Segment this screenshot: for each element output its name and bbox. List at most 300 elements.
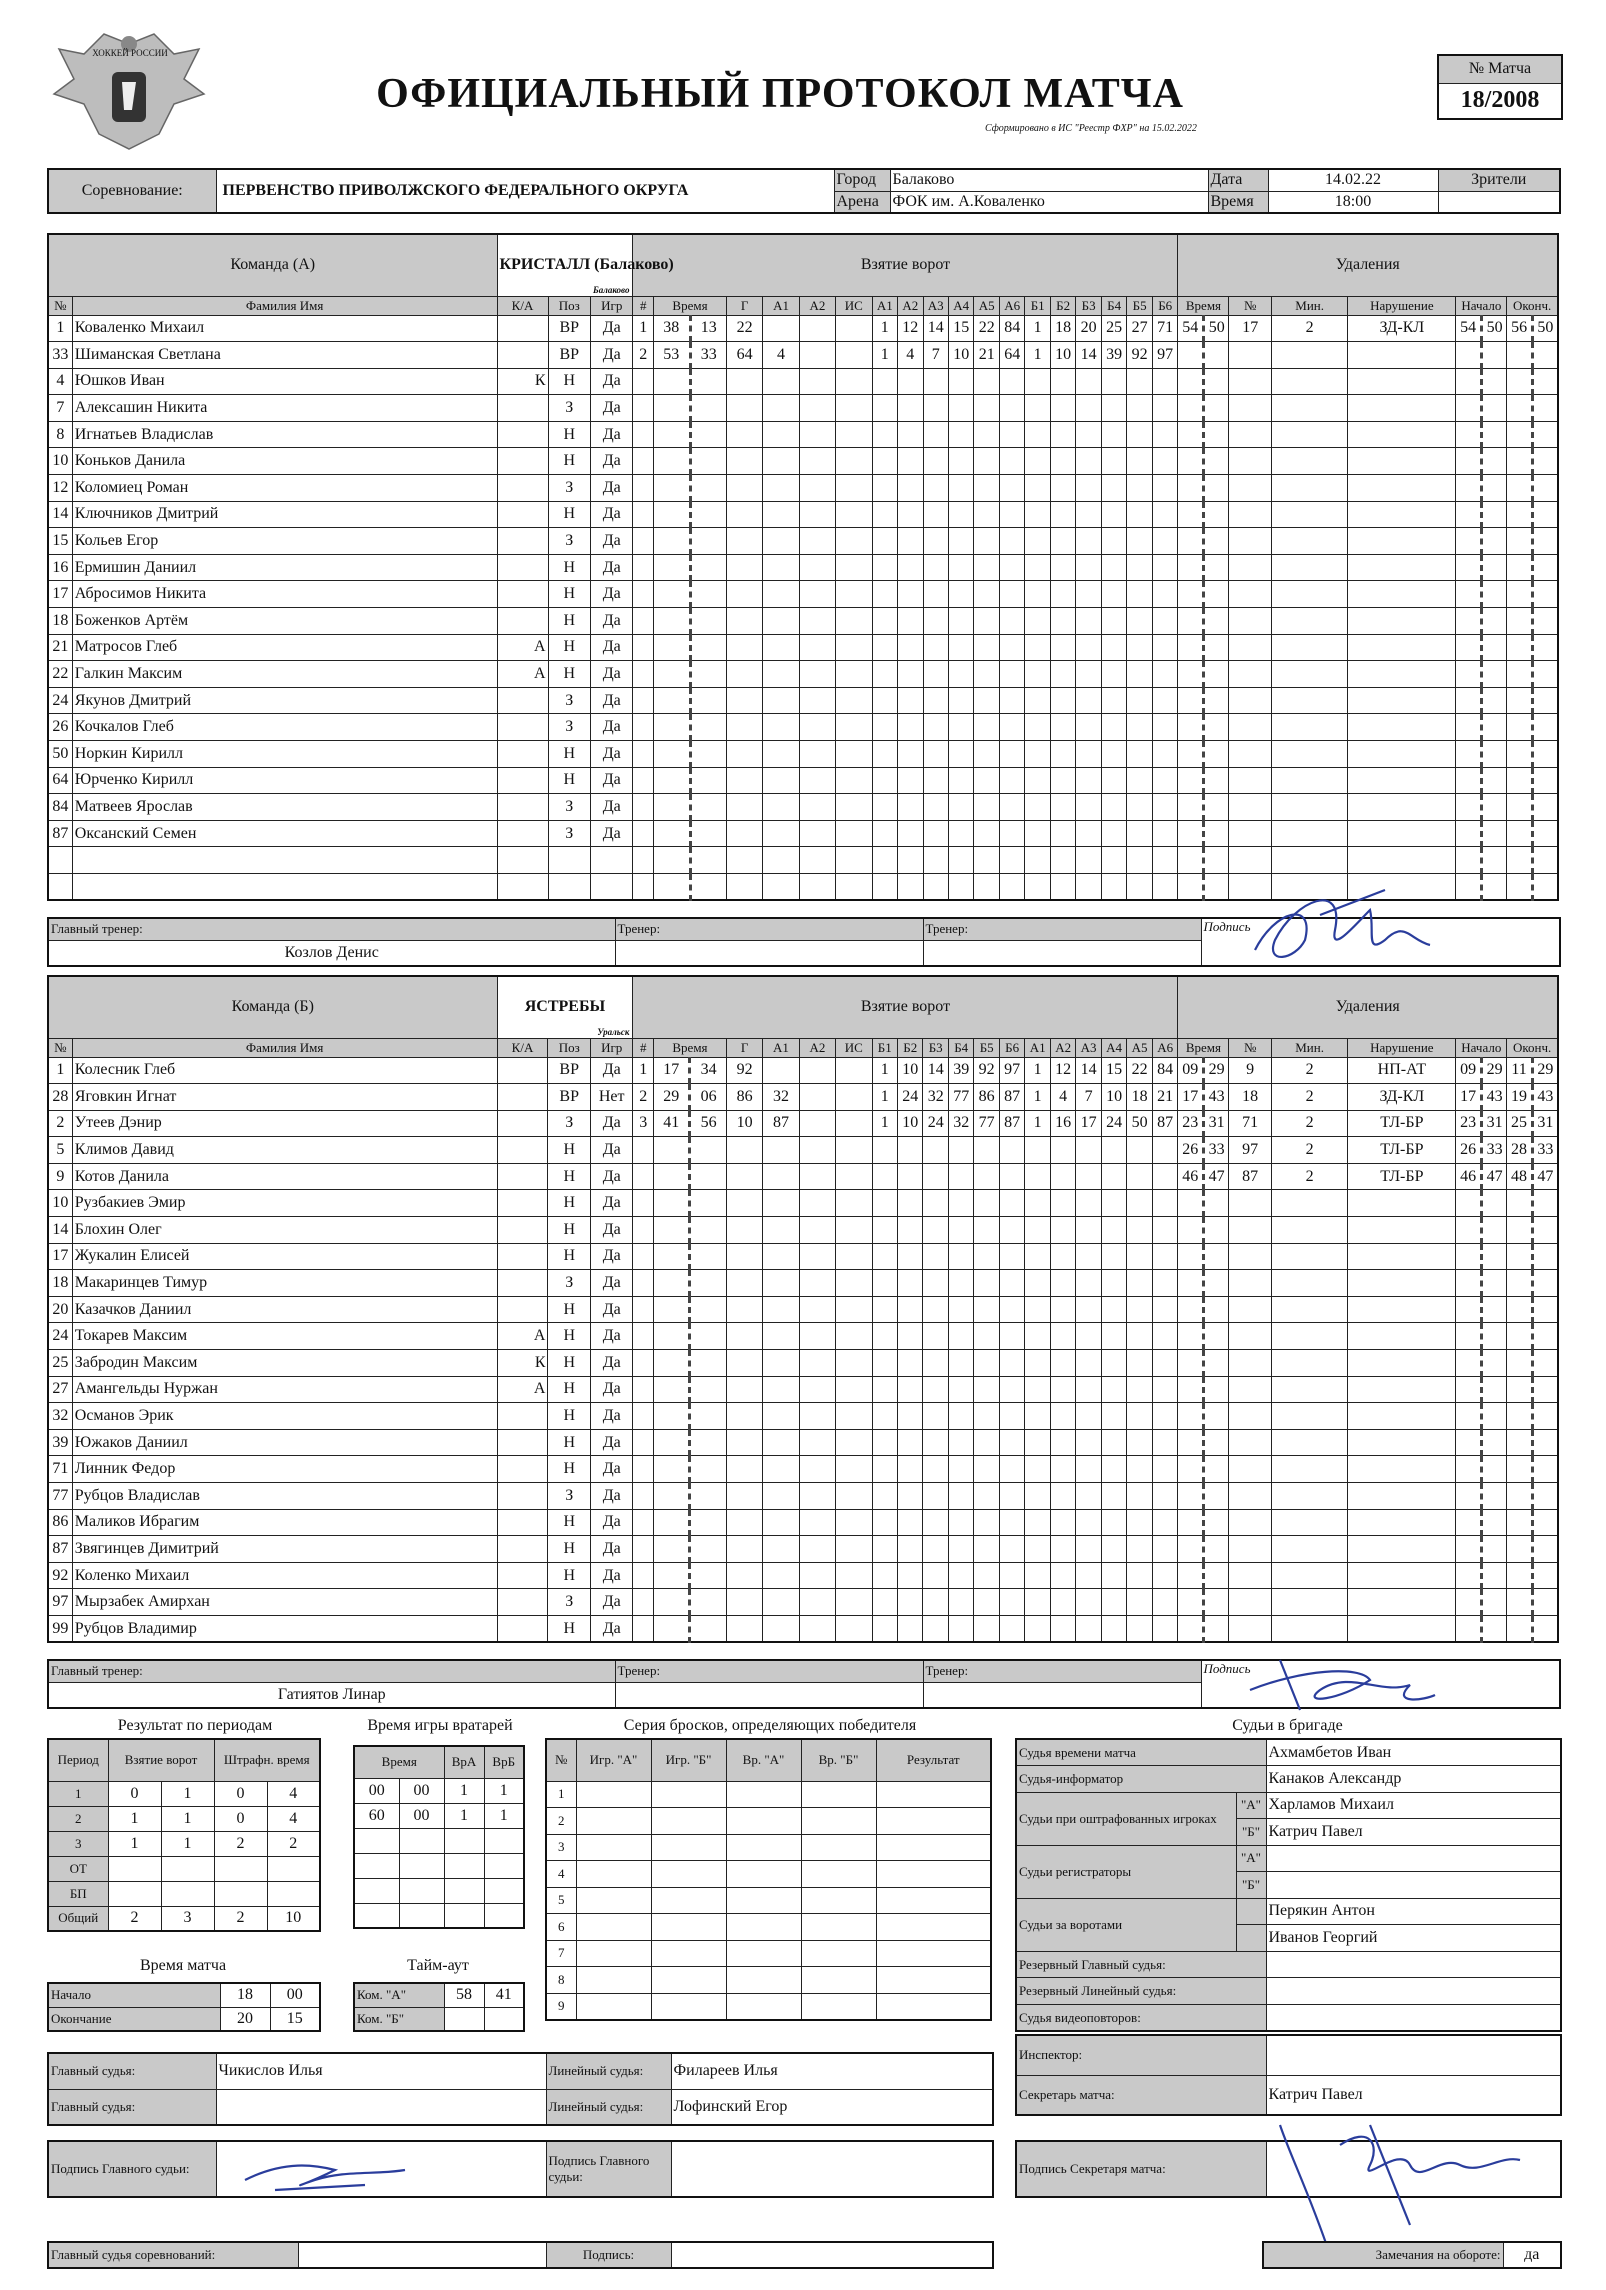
goal-g <box>726 395 762 422</box>
player-position: З <box>548 1483 590 1510</box>
goal-on-ice-2 <box>1101 1589 1126 1616</box>
goal-a2 <box>799 820 835 847</box>
team_a-hdr-pen-viol: Нарушение <box>1348 296 1456 315</box>
goal-s <box>690 1217 726 1244</box>
goal-on-ice-2 <box>1152 767 1178 794</box>
penalty-es <box>1532 847 1558 874</box>
player-number: 77 <box>48 1483 72 1510</box>
player-name: Линник Федор <box>72 1456 497 1483</box>
player-ka <box>497 1110 548 1137</box>
goal-on-ice-1 <box>872 1589 897 1616</box>
penalty-viol <box>1348 1190 1456 1217</box>
shootout-cell <box>726 1781 801 1808</box>
player-played: Да <box>590 1137 632 1164</box>
goal-on-ice-1 <box>948 395 973 422</box>
table-row <box>48 1429 1558 1456</box>
goal-on-ice-1 <box>923 1163 948 1190</box>
penalty-ss <box>1481 448 1506 475</box>
penalty-m <box>1178 1190 1203 1217</box>
goal-m: 53 <box>654 342 690 369</box>
goal-n <box>633 1137 654 1164</box>
goal-a2 <box>799 714 835 741</box>
goal-on-ice-2 <box>1101 1456 1126 1483</box>
team_b-name: ЯСТРЕБЫ <box>524 998 606 1016</box>
player-number: 15 <box>48 528 72 555</box>
goal-on-ice-1 <box>948 1217 973 1244</box>
goal-on-ice-1 <box>948 368 973 395</box>
goal-s <box>690 1615 726 1642</box>
goal-on-ice-2 <box>1127 1589 1152 1616</box>
shootout-cell <box>801 1808 876 1835</box>
goal-on-ice-2 <box>1127 1190 1152 1217</box>
periods-table <box>47 1738 321 1932</box>
goal-on-ice-2 <box>1025 767 1050 794</box>
goal-on-ice-2 <box>1101 820 1126 847</box>
penalty-ss <box>1481 1190 1506 1217</box>
goal-m <box>654 687 690 714</box>
goal-on-ice-2 <box>1050 634 1075 661</box>
penalty-m <box>1178 1536 1203 1563</box>
goal-m <box>654 741 690 768</box>
goal-g <box>726 554 762 581</box>
goal-on-ice-2 <box>1127 1456 1152 1483</box>
player-played: Да <box>590 342 633 369</box>
penalty-em <box>1507 581 1532 608</box>
penalty-viol <box>1348 448 1456 475</box>
goal-on-ice-1 <box>872 1429 897 1456</box>
goal-on-ice-1 <box>974 1296 999 1323</box>
goal-m: 41 <box>654 1110 690 1137</box>
goal-n <box>633 1270 654 1297</box>
team_b-hdr-pen-num: № <box>1229 1038 1271 1057</box>
player-position: Н <box>548 368 590 395</box>
player-ka <box>497 820 548 847</box>
goal-on-ice-2 <box>1127 554 1152 581</box>
penalty-sm <box>1456 847 1481 874</box>
goal-on-ice-2: 21 <box>1152 1084 1178 1111</box>
penalty-s <box>1203 1456 1228 1483</box>
goal-a2 <box>799 368 835 395</box>
team_a-name: КРИСТАЛЛ (Балаково) <box>499 256 674 274</box>
team-b-section <box>47 975 1559 1643</box>
player-number: 64 <box>48 767 72 794</box>
table-row <box>48 1483 1558 1510</box>
penalty-em <box>1507 714 1532 741</box>
goalie-hdr-time: Время <box>354 1746 444 1778</box>
goal-on-ice-1: 12 <box>898 315 923 342</box>
penalty-s <box>1203 368 1228 395</box>
penalty-s: 43 <box>1203 1084 1228 1111</box>
penalty-min <box>1271 1217 1347 1244</box>
shootout-cell <box>576 1781 651 1808</box>
goal-on-ice-1 <box>897 1296 922 1323</box>
goal-on-ice-2 <box>1025 1323 1050 1350</box>
penalty-em <box>1507 1429 1532 1456</box>
goal-on-ice-1 <box>948 794 973 821</box>
penalty-sm: 23 <box>1456 1110 1481 1137</box>
goal-on-ice-2: 27 <box>1127 315 1152 342</box>
goal-on-ice-2 <box>1025 1403 1050 1430</box>
city-value: Балаково <box>890 169 1208 191</box>
goal-m <box>654 714 690 741</box>
goal-on-ice-1 <box>923 1376 948 1403</box>
goal-on-ice-1 <box>999 714 1024 741</box>
player-ka <box>497 1084 548 1111</box>
period-gb: 1 <box>161 1831 214 1856</box>
penalty-m <box>1178 1589 1203 1616</box>
goal-is <box>836 1456 872 1483</box>
player-ka <box>497 1217 548 1244</box>
penalty-sm <box>1456 1217 1481 1244</box>
goal-m <box>654 1483 690 1510</box>
goal-on-ice-2 <box>1152 1403 1178 1430</box>
goal-on-ice-1 <box>974 741 999 768</box>
shootout-cell <box>651 1781 726 1808</box>
shootout-num: 7 <box>546 1940 576 1967</box>
player-number: 17 <box>48 581 72 608</box>
goal-on-ice-2 <box>1127 820 1152 847</box>
penalty-sm: 17 <box>1456 1084 1481 1111</box>
penalty-viol <box>1348 1589 1456 1616</box>
goal-on-ice-1 <box>999 554 1024 581</box>
goal-is <box>836 1323 872 1350</box>
goal-s <box>690 1562 726 1589</box>
goal-on-ice-2 <box>1050 1376 1075 1403</box>
goal-on-ice-2 <box>1025 661 1050 688</box>
penalty-m <box>1178 1483 1203 1510</box>
player-name: Ермишин Даниил <box>72 554 497 581</box>
goal-on-ice-1 <box>898 634 923 661</box>
player-position: Н <box>548 1323 590 1350</box>
penalty-ss: 31 <box>1481 1110 1506 1137</box>
penalty-em <box>1507 1243 1532 1270</box>
penalty-sm <box>1456 395 1481 422</box>
player-name: Звягинцев Димитрий <box>72 1536 497 1563</box>
team_b-hdr-played: Игр <box>590 1038 632 1057</box>
penalty-es: 43 <box>1532 1084 1558 1111</box>
penalty-em <box>1507 1217 1532 1244</box>
player-played: Да <box>590 368 633 395</box>
player-number: 99 <box>48 1615 72 1642</box>
inspector-label: Инспектор: <box>1016 2035 1266 2075</box>
period-label: ОТ <box>48 1856 108 1881</box>
team_a-hdr-pen-start: Начало <box>1456 296 1507 315</box>
penalty-num <box>1229 687 1271 714</box>
penalty-em <box>1507 1615 1532 1642</box>
team_a-hdr-ka: К/А <box>497 296 548 315</box>
goal-on-ice-2 <box>1050 1429 1075 1456</box>
team_b-hdr-goal-time: Время <box>654 1038 727 1057</box>
secretary-value: Катрич Павел <box>1266 2075 1561 2115</box>
goalie-a <box>444 1853 484 1878</box>
goal-on-ice-1 <box>897 1323 922 1350</box>
penalty-m <box>1178 608 1203 635</box>
team_a-hdr-ice1-1: А2 <box>898 296 923 315</box>
shootout-cell <box>726 1914 801 1941</box>
goal-is <box>836 1350 872 1377</box>
goal-a1 <box>763 794 799 821</box>
goal-n <box>633 634 654 661</box>
goal-on-ice-2 <box>1101 1376 1126 1403</box>
player-position: ВР <box>548 1057 590 1084</box>
table-row <box>48 1781 320 1806</box>
goal-g: 64 <box>726 342 762 369</box>
goal-a2 <box>799 475 835 502</box>
table-row <box>48 1831 320 1856</box>
penalty-m <box>1178 1270 1203 1297</box>
penalty-em <box>1507 820 1532 847</box>
goal-s <box>690 1163 726 1190</box>
goal-on-ice-1 <box>999 1350 1024 1377</box>
penalty-sm <box>1456 501 1481 528</box>
goal-m <box>654 873 690 900</box>
goal-a1 <box>763 581 799 608</box>
player-position: Н <box>548 1243 590 1270</box>
penalty-sm <box>1456 1562 1481 1589</box>
penalty-s <box>1203 1350 1228 1377</box>
goal-on-ice-2 <box>1025 554 1050 581</box>
official-role: Судьи при оштрафованных игроках <box>1016 1792 1236 1845</box>
shootout-cell <box>576 1914 651 1941</box>
penalty-sm <box>1456 368 1481 395</box>
penalty-num: 17 <box>1229 315 1271 342</box>
goal-on-ice-2 <box>1050 714 1075 741</box>
penalty-m <box>1178 820 1203 847</box>
penalty-es <box>1532 661 1558 688</box>
arena-label: Арена <box>834 191 890 213</box>
penalty-ss <box>1481 395 1506 422</box>
penalty-ss: 47 <box>1481 1163 1506 1190</box>
goal-s: 33 <box>690 342 726 369</box>
penalty-s: 47 <box>1203 1163 1228 1190</box>
team_b-hdr-name: Фамилия Имя <box>72 1038 497 1057</box>
goal-s <box>690 501 726 528</box>
penalty-s <box>1203 661 1228 688</box>
goal-on-ice-1 <box>999 581 1024 608</box>
goal-a1 <box>763 1137 799 1164</box>
goal-g <box>726 581 762 608</box>
goal-is <box>836 1243 872 1270</box>
goal-a2 <box>799 1615 835 1642</box>
table-row <box>546 1887 991 1914</box>
penalty-em <box>1507 1376 1532 1403</box>
penalty-em <box>1507 395 1532 422</box>
official-role: Судья-информатор <box>1016 1766 1266 1793</box>
goal-on-ice-1: 14 <box>923 315 948 342</box>
player-number: 21 <box>48 634 72 661</box>
goal-is <box>836 714 872 741</box>
time-value: 18:00 <box>1268 191 1438 213</box>
penalty-min <box>1271 581 1347 608</box>
shootout-cell <box>651 1887 726 1914</box>
goal-on-ice-1 <box>898 581 923 608</box>
goal-on-ice-1 <box>974 1483 999 1510</box>
official-side: "Б" <box>1236 1872 1266 1899</box>
goal-on-ice-2 <box>1152 820 1178 847</box>
page-title: ОФИЦИАЛЬНЫЙ ПРОТОКОЛ МАТЧА <box>376 71 1184 117</box>
penalty-ss <box>1481 1456 1506 1483</box>
official-side: "Б" <box>1236 1819 1266 1846</box>
team_b-hdr-pen-end: Оконч. <box>1507 1038 1558 1057</box>
player-name: Котов Данила <box>72 1163 497 1190</box>
goal-on-ice-2 <box>1127 528 1152 555</box>
team_a-label-cell <box>48 234 497 296</box>
team_b-hdr-goal-1: А1 <box>763 1038 799 1057</box>
goal-on-ice-1 <box>948 687 973 714</box>
goal-on-ice-2 <box>1025 395 1050 422</box>
goal-g <box>726 847 762 874</box>
team_a-hdr-ice2-1: Б2 <box>1050 296 1075 315</box>
player-ka <box>497 501 548 528</box>
goal-on-ice-1 <box>923 475 948 502</box>
penalty-ss: 29 <box>1481 1057 1506 1084</box>
shootout-cell <box>876 1808 991 1835</box>
official-name: Иванов Георгий <box>1266 1925 1561 1952</box>
goal-on-ice-1 <box>923 741 948 768</box>
player-name: Казачков Даниил <box>72 1296 497 1323</box>
main-ref-sig1-label: Подпись Главного судьи: <box>48 2141 216 2197</box>
table-row <box>546 1993 991 2020</box>
goalie-b <box>484 1853 524 1878</box>
goal-m <box>654 661 690 688</box>
table-row <box>546 1834 991 1861</box>
penalty-es <box>1532 1270 1558 1297</box>
goal-a2 <box>799 315 835 342</box>
goal-on-ice-1 <box>999 421 1024 448</box>
shootout-cell <box>876 1993 991 2020</box>
player-name: Жукалин Елисей <box>72 1243 497 1270</box>
goal-on-ice-2 <box>1152 1536 1178 1563</box>
goal-a2 <box>799 634 835 661</box>
player-position: Н <box>548 1163 590 1190</box>
player-played: Да <box>590 1615 632 1642</box>
shootout-num: 1 <box>546 1781 576 1808</box>
player-position: Н <box>548 1562 590 1589</box>
player-ka <box>497 1403 548 1430</box>
goal-g <box>726 475 762 502</box>
penalty-num <box>1229 794 1271 821</box>
table-row <box>48 1057 1558 1084</box>
goal-on-ice-1 <box>999 1483 1024 1510</box>
goal-is <box>836 1403 872 1430</box>
goal-a1: 87 <box>763 1110 799 1137</box>
player-ka: А <box>497 634 548 661</box>
team_a-city: Балаково <box>593 284 630 295</box>
goal-on-ice-1 <box>948 1456 973 1483</box>
team_a-hdr-goal-2: А2 <box>799 296 835 315</box>
goal-on-ice-2 <box>1127 1323 1152 1350</box>
official-name <box>1266 1951 1561 1978</box>
penalty-es: 47 <box>1532 1163 1558 1190</box>
player-name: Токарев Максим <box>72 1323 497 1350</box>
goal-a1 <box>763 714 799 741</box>
player-ka <box>497 475 548 502</box>
goal-a1 <box>763 1615 799 1642</box>
goal-on-ice-2 <box>1127 741 1152 768</box>
team_a-label: Команда (А) <box>230 256 316 274</box>
table-row <box>48 315 1558 342</box>
goal-on-ice-2 <box>1101 1536 1126 1563</box>
table-row <box>48 528 1558 555</box>
player-played: Да <box>590 1562 632 1589</box>
penalty-em <box>1507 1483 1532 1510</box>
penalty-viol <box>1348 634 1456 661</box>
goal-s <box>690 581 726 608</box>
goal-a1 <box>763 1270 799 1297</box>
penalty-num <box>1229 1190 1271 1217</box>
goal-on-ice-2 <box>1152 1376 1178 1403</box>
player-number: 26 <box>48 714 72 741</box>
period-pa: 0 <box>214 1806 267 1831</box>
team-a-head-coach: Козлов Денис <box>48 940 615 966</box>
goal-g <box>726 1323 762 1350</box>
goal-n <box>633 661 654 688</box>
goal-on-ice-1 <box>974 1509 999 1536</box>
goal-on-ice-1 <box>948 528 973 555</box>
goal-on-ice-2 <box>1127 581 1152 608</box>
goal-on-ice-1 <box>999 475 1024 502</box>
goal-on-ice-1 <box>872 820 897 847</box>
player-ka: А <box>497 1323 548 1350</box>
team_a-hdr-ice1-5: А6 <box>999 296 1024 315</box>
goal-on-ice-1 <box>923 554 948 581</box>
penalty-min <box>1271 1270 1347 1297</box>
penalty-es: 33 <box>1532 1137 1558 1164</box>
penalty-em <box>1507 554 1532 581</box>
goal-on-ice-1 <box>999 1403 1024 1430</box>
goal-on-ice-2: 1 <box>1025 1084 1050 1111</box>
penalty-m <box>1178 1509 1203 1536</box>
penalty-sm <box>1456 767 1481 794</box>
goal-g <box>726 1137 762 1164</box>
team_a-goals-header: Взятие ворот <box>633 234 1178 296</box>
goal-on-ice-2 <box>1127 1429 1152 1456</box>
goal-on-ice-1: 24 <box>923 1110 948 1137</box>
line-ref1: Филареев Илья <box>671 2053 993 2089</box>
player-played: Да <box>590 1589 632 1616</box>
goal-is <box>836 1536 872 1563</box>
goal-on-ice-2: 18 <box>1050 315 1075 342</box>
table-row <box>48 767 1558 794</box>
goal-on-ice-2 <box>1101 1350 1126 1377</box>
table-row <box>1016 1792 1561 1819</box>
penalty-sm <box>1456 714 1481 741</box>
penalty-ss <box>1481 342 1506 369</box>
ref-signatures <box>47 2140 994 2198</box>
penalty-s <box>1203 873 1228 900</box>
team_b-hdr-num: № <box>48 1038 72 1057</box>
goal-on-ice-1 <box>974 873 999 900</box>
goal-a1 <box>763 1190 799 1217</box>
team_b-hdr-pen-start: Начало <box>1456 1038 1507 1057</box>
penalty-em <box>1507 687 1532 714</box>
player-name: Оксанский Семен <box>72 820 497 847</box>
goal-s <box>690 661 726 688</box>
goal-on-ice-2 <box>1101 1615 1126 1642</box>
goal-a1 <box>763 1296 799 1323</box>
goal-on-ice-1 <box>898 714 923 741</box>
official-side: "А" <box>1236 1845 1266 1872</box>
penalty-min <box>1271 767 1347 794</box>
penalty-ss <box>1481 1323 1506 1350</box>
player-ka: К <box>497 368 548 395</box>
shootout-cell <box>801 1914 876 1941</box>
goal-n <box>633 1190 654 1217</box>
penalty-em <box>1507 634 1532 661</box>
team-a-signature-label: Подпись <box>1201 918 1560 966</box>
penalty-s <box>1203 1403 1228 1430</box>
goal-s <box>690 873 726 900</box>
